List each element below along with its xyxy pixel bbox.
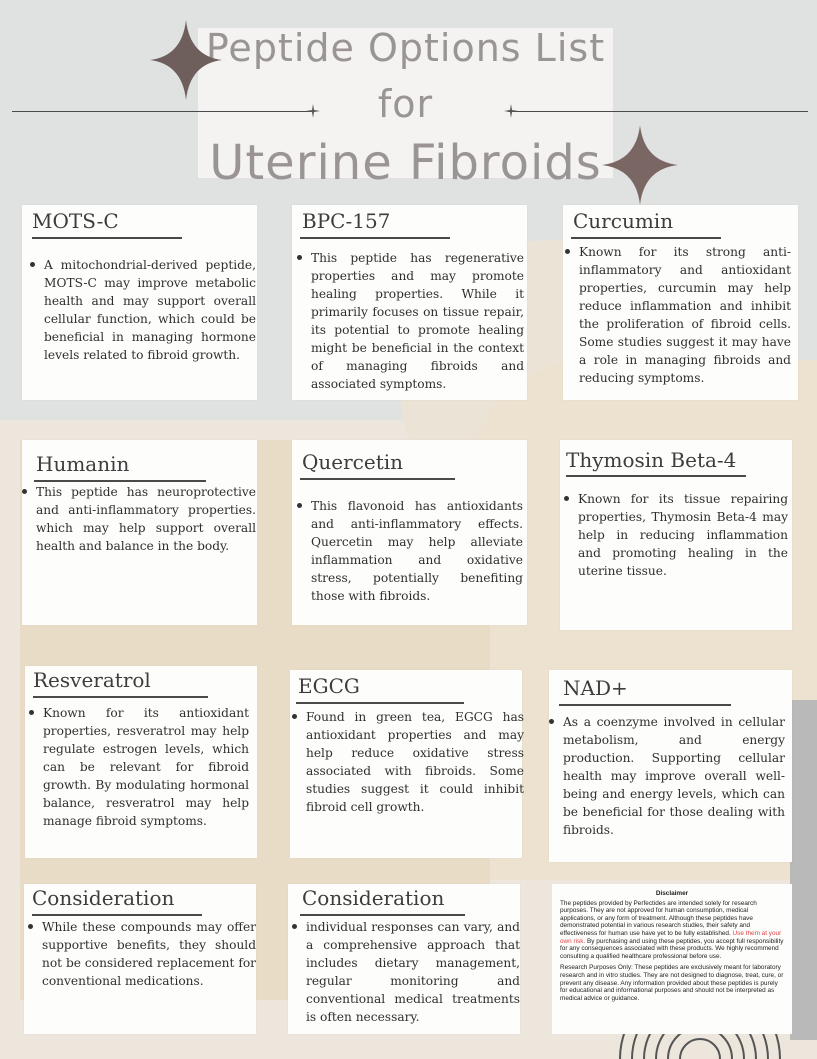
heading-underline [571, 237, 721, 239]
card-heading: Curcumin [573, 209, 674, 233]
heading-underline [300, 237, 450, 239]
heading-underline [559, 704, 731, 706]
card-heading: Thymosin Beta-4 [566, 448, 737, 472]
card-heading: Resveratrol [33, 668, 151, 692]
card-mots-c [22, 205, 257, 400]
card-resveratrol [25, 666, 257, 858]
background-gray-stripe [790, 700, 817, 1040]
card-egcg [290, 670, 522, 858]
card-text: This peptide has regenerative properties and may promote healing properties. While it primarily focuses on tissue repair, its potential to promote healing might be beneficial in the context of managing fibroids and associated symptoms. [295, 249, 524, 393]
card-text: Known for its strong anti-inflammatory and antioxidant properties, curcumin may help reduce inflammation and inhibit the proliferation of fibroid cells. Some studies suggest it may have a role in managing fibroids and reducing symptoms. [563, 243, 791, 387]
heading-underline [32, 914, 202, 916]
card-text: This flavonoid has antioxidants and anti-inflammatory effects. Quercetin may help alleviate inflammation and oxidative stress, potentially benefiting those with fibroids. [295, 497, 523, 605]
card-heading: EGCG [298, 674, 360, 698]
card-heading: Quercetin [302, 450, 404, 474]
heading-underline [566, 475, 746, 477]
card-text: individual responses can vary, and a comprehensive approach that includes dietary management, regular monitoring and conventional medical treatments is often necessary. [290, 918, 520, 1026]
page-title-line-3: Uterine Fibroids [209, 135, 602, 191]
card-heading: BPC-157 [302, 209, 391, 233]
sparkle-star-icon-left [150, 20, 222, 100]
disclaimer-text: The peptides provided by Perfectides are intended solely for research purposes. They are not approved for human consumption, medical applications, or any form of treatment. Although these peptides have demonstrated potential in various research studies, their safety and effectiveness for human use have yet to be fully established. [560, 899, 757, 937]
card-thymosin-beta-4 [560, 440, 792, 630]
heading-underline [296, 702, 464, 704]
page-title-line-2: for [377, 82, 434, 126]
card-heading: NAD+ [563, 676, 628, 700]
card-text: Known for its tissue repairing properties, Thymosin Beta-4 may help in reducing inflammation and promoting healing in the uterine tissue. [562, 490, 788, 580]
card-heading: MOTS-C [32, 209, 119, 233]
tiny-star-icon-right [504, 104, 518, 118]
card-heading: Consideration [302, 886, 445, 910]
page-title-line-1: Peptide Options List [205, 26, 606, 70]
card-text: While these compounds may offer supportive benefits, they should not be considered replacement for conventional medications. [26, 918, 256, 990]
card-heading: Humanin [36, 452, 130, 476]
disclaimer-text: By purchasing and using these peptides, you accept full responsibility for any consequences associated with these products. We highly recommend consulting a qualified healthcare professional before use. [560, 937, 784, 960]
heading-underline [32, 237, 182, 239]
tiny-star-icon-left [306, 104, 320, 118]
heading-underline [33, 696, 208, 698]
card-curcumin [563, 205, 798, 400]
card-consideration-2 [288, 884, 520, 1034]
disclaimer-warning: Use them at your own risk. [560, 929, 782, 945]
heading-underline [34, 480, 206, 482]
card-text: Known for its antioxidant properties, resveratrol may help regulate estrogen levels, which can be relevant for fibroid growth. By modulating hormonal balance, resveratrol may help manage fibroid symptoms. [27, 704, 249, 830]
card-quercetin [292, 440, 527, 625]
disclaimer-heading: Disclaimer [655, 890, 689, 897]
card-text: A mitochondrial-derived peptide, MOTS-C may improve metabolic health and may support overall cellular function, which could be beneficial in managing hormone levels related to fibroid growth. [28, 256, 256, 364]
disclaimer-paragraph-2: Research Purposes Only: These peptides are exclusively meant for laboratory research and in vitro studies. They are not designed to diagnose, treat, cure, or prevent any disease. Any information provided about these peptides is purely for educational and informational purposes and should not be interpreted as medical advice or guidance. [560, 964, 784, 1002]
heading-underline [300, 914, 465, 916]
card-text: Found in green tea, EGCG has antioxidant properties and may help reduce oxidative stress associated with fibroids. Some studies suggest it could inhibit fibroid cell growth. [290, 708, 524, 816]
sparkle-star-icon-right [602, 125, 678, 205]
card-bpc-157 [292, 205, 527, 400]
heading-underline [300, 478, 455, 480]
card-heading: Consideration [32, 886, 175, 910]
disclaimer-box [552, 884, 792, 1034]
card-text: This peptide has neuroprotective and anti-inflammatory properties. which may help support overall health and balance in the body. [20, 483, 256, 555]
card-consideration-1 [24, 884, 256, 1034]
card-humanin [22, 440, 257, 625]
card-nad-plus [549, 670, 792, 862]
disclaimer-paragraph-1 [560, 900, 784, 961]
card-text: As a coenzyme involved in cellular metabolism, and energy production. Supporting cellular health may improve overall well-being and energy levels, which can be beneficial for those dealing with fibroids. [547, 713, 785, 839]
